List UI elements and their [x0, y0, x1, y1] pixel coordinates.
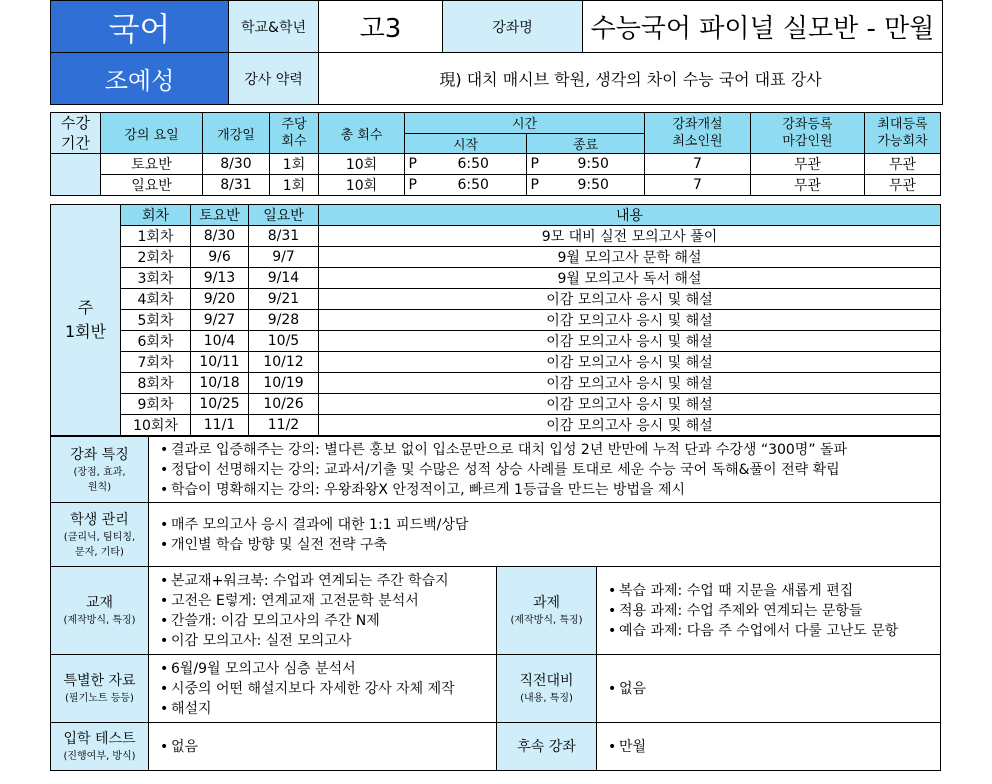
schedule-ap-end: P [527, 175, 543, 196]
col-sun: 일요반 [249, 205, 319, 226]
session-sat-date: 10/4 [191, 331, 249, 352]
entrance-test-label: 입학 테스트 (진행여부, 방식) [51, 723, 149, 771]
homework-content [597, 567, 941, 655]
session-no: 8회차 [121, 373, 191, 394]
textbook-item: • 이감 모의고사: 실전 모의고사 [155, 631, 496, 651]
session-sun-date: 9/14 [249, 268, 319, 289]
grade-value: 고3 [319, 1, 443, 53]
schedule-deadline: 무관 [751, 175, 865, 196]
header-table [50, 0, 943, 105]
special-item: • 6월/9월 모의고사 심층 분석서 [155, 659, 496, 679]
weekly-row [51, 289, 941, 310]
schedule-time-start: 6:50 [421, 175, 527, 196]
schedule-ap-end: P [527, 154, 543, 175]
weekly-row [51, 394, 941, 415]
session-sun-date: 10/26 [249, 394, 319, 415]
schedule-ap-start: P [405, 175, 421, 196]
schedule-per-week: 1회 [270, 175, 319, 196]
teacher-name: 조예성 [51, 53, 229, 105]
weekly-row [51, 415, 941, 436]
session-sat-date: 10/25 [191, 394, 249, 415]
session-sun-date: 10/19 [249, 373, 319, 394]
col-session-no: 회차 [121, 205, 191, 226]
weekly-row [51, 352, 941, 373]
profile-value: 現) 대치 매시브 학원, 생각의 차이 수능 국어 대표 강사 [319, 53, 943, 105]
schedule-row [51, 175, 941, 196]
final-prep-label: 직전대비 (내용, 특징) [497, 655, 597, 723]
weekly-row [51, 226, 941, 247]
feature-item: • 결과로 입증해주는 강의: 별다른 홍보 없이 입소문만으로 대치 입성 2년 반만에 누적 단과 수강생 “300명” 돌파 [155, 440, 940, 460]
session-no: 1회차 [121, 226, 191, 247]
textbook-item: • 고전은 E렇게: 연계교재 고전문학 분석서 [155, 591, 496, 611]
management-item: • 개인별 학습 방향 및 실전 전략 구축 [155, 535, 940, 555]
special-label: 특별한 자료 (필기노트 등등) [51, 655, 149, 723]
session-no: 5회차 [121, 310, 191, 331]
schedule-min: 7 [645, 154, 751, 175]
management-item: • 매주 모의고사 응시 결과에 대한 1:1 피드백/상담 [155, 515, 940, 535]
session-sat-date: 11/1 [191, 415, 249, 436]
schedule-deadline: 무관 [751, 154, 865, 175]
schedule-row-label-b [51, 154, 101, 196]
entrance-test-content [149, 723, 497, 771]
schedule-ap-start: P [405, 154, 421, 175]
homework-label: 과제 (제작방식, 특징) [497, 567, 597, 655]
session-no: 7회차 [121, 352, 191, 373]
special-content [149, 655, 497, 723]
session-no: 10회차 [121, 415, 191, 436]
col-sat: 토요반 [191, 205, 249, 226]
session-content: 9모 대비 실전 모의고사 풀이 [319, 226, 941, 247]
features-content [149, 437, 941, 503]
col-total: 총 회수 [319, 113, 405, 154]
weekly-row [51, 373, 941, 394]
session-no: 4회차 [121, 289, 191, 310]
follow-up-label: 후속 강좌 [497, 723, 597, 771]
schedule-start: 8/31 [203, 175, 270, 196]
course-title: 수능국어 파이널 실모반 - 만월 [583, 1, 943, 53]
feature-item: • 정답이 선명해지는 강의: 교과서/기출 및 수많은 성적 상승 사례를 토대로 세운 수능 국어 독해&풀이 전략 확립 [155, 460, 940, 480]
session-sun-date: 10/12 [249, 352, 319, 373]
schedule-time-end: 9:50 [543, 175, 645, 196]
session-content: 9월 모의고사 독서 해설 [319, 268, 941, 289]
final-prep-item: • 없음 [603, 679, 940, 699]
col-content: 내용 [319, 205, 941, 226]
features-label: 강좌 특징 (장점, 효과, 원칙) [51, 437, 149, 503]
schedule-table [50, 112, 941, 196]
entrance-test-item: • 없음 [155, 737, 496, 757]
session-content: 9월 모의고사 문학 해설 [319, 247, 941, 268]
session-sat-date: 9/6 [191, 247, 249, 268]
schedule-max: 무관 [865, 154, 941, 175]
session-content: 이감 모의고사 응시 및 해설 [319, 352, 941, 373]
weekly-table [50, 204, 941, 436]
session-sun-date: 8/31 [249, 226, 319, 247]
textbook-item: • 간쓸개: 이감 모의고사의 주간 N제 [155, 611, 496, 631]
course-label: 강좌명 [443, 1, 583, 53]
col-deadline: 강좌등록 마감인원 [751, 113, 865, 154]
textbook-content [149, 567, 497, 655]
col-min-people: 강좌개설 최소인원 [645, 113, 751, 154]
schedule-time-end: 9:50 [543, 154, 645, 175]
col-per-week: 주당 회수 [270, 113, 319, 154]
session-no: 2회차 [121, 247, 191, 268]
session-sat-date: 10/18 [191, 373, 249, 394]
col-time: 시간 [405, 113, 645, 134]
weekly-row [51, 247, 941, 268]
session-content: 이감 모의고사 응시 및 해설 [319, 373, 941, 394]
weekly-row-label: 주 1회반 [51, 205, 121, 436]
textbook-item: • 본교재+워크북: 수업과 연계되는 주간 학습지 [155, 571, 496, 591]
session-sat-date: 9/27 [191, 310, 249, 331]
special-item-cont: • 해설지 [155, 699, 496, 719]
homework-item: • 예습 과제: 다음 주 수업에서 다룰 고난도 문항 [603, 621, 940, 641]
session-content: 이감 모의고사 응시 및 해설 [319, 289, 941, 310]
session-sat-date: 10/11 [191, 352, 249, 373]
col-max-sessions: 최대등록 가능회차 [865, 113, 941, 154]
session-content: 이감 모의고사 응시 및 해설 [319, 394, 941, 415]
session-sun-date: 9/28 [249, 310, 319, 331]
session-no: 3회차 [121, 268, 191, 289]
schedule-start: 8/30 [203, 154, 270, 175]
follow-up-content [597, 723, 941, 771]
session-sat-date: 9/13 [191, 268, 249, 289]
subject-title: 국어 [51, 1, 229, 53]
weekly-row [51, 331, 941, 352]
session-no: 9회차 [121, 394, 191, 415]
schedule-row-label: 수강 기간 [51, 113, 101, 154]
session-sun-date: 11/2 [249, 415, 319, 436]
col-time-start: 시작 [405, 133, 527, 154]
session-content: 이감 모의고사 응시 및 해설 [319, 310, 941, 331]
col-start-date: 개강일 [203, 113, 270, 154]
textbook-label: 교재 (제작방식, 특징) [51, 567, 149, 655]
follow-up-item: • 만월 [603, 737, 940, 757]
session-sun-date: 9/7 [249, 247, 319, 268]
schedule-max: 무관 [865, 175, 941, 196]
schedule-day: 일요반 [101, 175, 203, 196]
schedule-per-week: 1회 [270, 154, 319, 175]
schedule-row [51, 154, 941, 175]
session-sat-date: 8/30 [191, 226, 249, 247]
final-prep-content [597, 655, 941, 723]
management-label: 학생 관리 (클리닉, 팀티칭, 문자, 기타) [51, 503, 149, 567]
session-sat-date: 9/20 [191, 289, 249, 310]
homework-item: • 적용 과제: 수업 주제와 연계되는 문항들 [603, 601, 940, 621]
detail-table [50, 436, 941, 771]
session-content: 이감 모의고사 응시 및 해설 [319, 331, 941, 352]
session-sun-date: 9/21 [249, 289, 319, 310]
profile-label: 강사 약력 [229, 53, 319, 105]
special-item: • 시중의 어떤 해설지보다 자세한 강사 자체 제작 [155, 679, 496, 699]
weekly-row [51, 310, 941, 331]
session-no: 6회차 [121, 331, 191, 352]
schedule-day: 토요반 [101, 154, 203, 175]
schedule-total: 10회 [319, 154, 405, 175]
session-sun-date: 10/5 [249, 331, 319, 352]
col-day: 강의 요일 [101, 113, 203, 154]
schedule-time-start: 6:50 [421, 154, 527, 175]
weekly-row [51, 268, 941, 289]
grade-label: 학교&학년 [229, 1, 319, 53]
col-time-end: 종료 [527, 133, 645, 154]
schedule-total: 10회 [319, 175, 405, 196]
schedule-min: 7 [645, 175, 751, 196]
homework-item: • 복습 과제: 수업 때 지문을 새롭게 편집 [603, 581, 940, 601]
session-content: 이감 모의고사 응시 및 해설 [319, 415, 941, 436]
management-content [149, 503, 941, 567]
feature-item: • 학습이 명확해지는 강의: 우왕좌왕X 안정적이고, 빠르게 1등급을 만드는 방법을 제시 [155, 480, 940, 500]
